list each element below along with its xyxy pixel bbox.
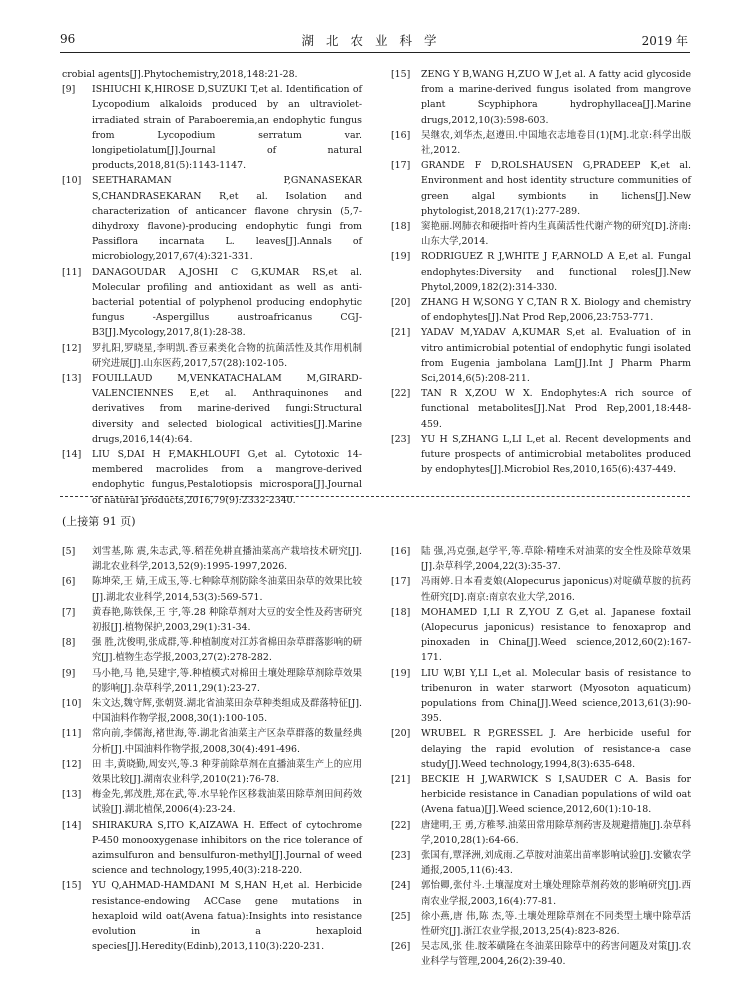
- reference-item: [391, 325, 691, 386]
- reference-number: [11]: [62, 728, 82, 740]
- reference-number: [14]: [62, 819, 82, 831]
- reference-number: [21]: [391, 327, 411, 339]
- reference-text: 梅金先,郭茂胜,郑在武,等.水旱轮作区移栽油菜田除草剂田间药效试验[J].湖北植保,2006(4):23-24.: [92, 789, 362, 816]
- reference-text: 冯雨婷.日本看麦娘(Alopecurus japonicus)对啶磺草胺的抗药性研究[D].南京:南京农业大学,2016.: [421, 576, 691, 603]
- reference-text: 吴继农,刘华杰,赵遵田.中国地衣志地卷目(1)[M].北京:科学出版社,2012.: [421, 129, 691, 157]
- reference-text: YU Q,AHMAD-HAMDANI M S,HAN H,et al. Herbicide resistance-endowing ACCase gene mutations in hexaploid wild oat(Avena fatua):Insights into resistance evolution in a hexaploid species[J].Heredity(Edinb),2013,110(3):220-231.: [92, 880, 362, 953]
- reference-item: [391, 295, 691, 325]
- reference-item: [62, 878, 362, 954]
- reference-item: [62, 726, 362, 756]
- reference-item: [391, 818, 691, 848]
- reference-item: [391, 848, 691, 878]
- reference-number: [12]: [62, 342, 82, 354]
- reference-item: [62, 605, 362, 635]
- reference-number: [17]: [391, 576, 411, 588]
- reference-item: [62, 635, 362, 665]
- reference-text: 徐小燕,唐 伟,陈 杰,等.土壤处理除草剂在不同类型土壤中除草活性研究[J].浙江农业学报,2013,25(4):823-826.: [421, 910, 691, 938]
- reference-text: LIU S,DAI H F,MAKHLOUFI G,et al. Cytotoxic 14-membered macrolides from a mangrove-derived endophytic fungus,Pestalotiopsis microspora[J].Journal of natural products,2016,79(9):2332-2340.: [92, 449, 362, 506]
- reference-text: LIU W,BI Y,LI L,et al. Molecular basis of resistance to tribenuron in water starwort (Myosoton aquaticum) populations from China[J].Weed science,2013,61(3):90-395.: [421, 667, 691, 725]
- reference-item: [62, 82, 362, 173]
- reference-item: [62, 447, 362, 508]
- reference-item: [62, 787, 362, 817]
- reference-number: [18]: [391, 606, 411, 618]
- references-top-right: [391, 67, 691, 477]
- reference-text: 唐建明,王 勇,方稚琴.油菜田常用除草剂药害及规避措施[J].杂草科学,2010,28(1):64-66.: [421, 819, 691, 846]
- reference-number: [17]: [391, 160, 411, 172]
- reference-number: [22]: [391, 388, 411, 400]
- reference-item: [62, 696, 362, 726]
- reference-text: YADAV M,YADAV A,KUMAR S,et al. Evaluation of in vitro antimicrobial potential of endophytic fungi isolated from Eugenia jambolana Lam[J].Int J Pharm Pharm Sci,2014,6(5):208-211.: [421, 327, 691, 385]
- reference-item: [391, 939, 691, 969]
- reference-text: FOUILLAUD M,VENKATACHALAM M,GIRARD-VALENCIENNES E,et al. Anthraquinones and derivatives from marine-derived fungi:Structural diversity and selected biological activities[J].Marine drugs,2016,14(4):64.: [92, 373, 362, 445]
- reference-text: 罗扎阳,罗晓星,李明凯.香豆素类化合物的抗菌活性及其作用机制研究进展[J].山东医药,2017,57(28):102-105.: [92, 342, 362, 369]
- reference-number: [5]: [62, 546, 76, 557]
- reference-item: [391, 386, 691, 432]
- reference-text: RODRIGUEZ R J,WHITE J F,ARNOLD A E,et al. Fungal endophytes:Diversity and functional roles[J].New Phytol,2009,182(2):314-330.: [421, 251, 691, 293]
- reference-text: 郭怡卿,张付斗.土壤湿度对土壤处理除草剂药效的影响研究[J].西南农业学报,2003,16(4):77-81.: [421, 880, 691, 907]
- reference-text: 刘雪基,陈 震,朱志武,等.稻茬免耕直播油菜高产栽培技术研究[J].湖北农业科学,2013,52(9):1995-1997,2026.: [92, 546, 362, 573]
- reference-number: [9]: [62, 667, 76, 679]
- reference-item: [62, 818, 362, 879]
- reference-text: 田 丰,黄晓勤,周安兴,等.3 种芽前除草剂在直播油菜生产上的应用效果比较[J].湖南农业科学,2010(21):76-78.: [92, 758, 362, 786]
- reference-item: [62, 757, 362, 787]
- reference-text: 强 胜,沈俊明,张成群,等.种植制度对江苏省棉田杂草群落影响的研究[J].植物生态学报,2003,27(2):278-282.: [92, 637, 362, 664]
- reference-number: [6]: [62, 576, 76, 588]
- reference-text: BECKIE H J,WARWICK S I,SAUDER C A. Basis for herbicide resistance in Canadian populations of wild oat (Avena fatua)[J].Weed science,2012,60(1):10-18.: [421, 774, 691, 816]
- reference-text: 马小艳,马 艳,吴建宇,等.种植模式对棉田土壤处理除草剂除草效果的影响[J].杂草科学,2011,29(1):23-27.: [92, 667, 362, 694]
- reference-text: 吴志凤,张 佳.胺苯磺隆在冬油菜田除草中的药害问题及对策[J].农业科学与管理,2004,26(2):39-40.: [421, 941, 691, 968]
- reference-item: [391, 128, 691, 158]
- reference-text: DANAGOUDAR A,JOSHI C G,KUMAR RS,et al. Molecular profiling and antioxidant as well as anti-bacterial potential of polyphenol producing endophytic fungus -Aspergillus austroafricanus CGJ-B3[J].Mycology,2017,8(1):28-38.: [92, 266, 362, 339]
- reference-item: [62, 173, 362, 264]
- reference-number: [7]: [62, 606, 76, 618]
- reference-number: [19]: [391, 667, 411, 679]
- reference-number: [23]: [391, 850, 411, 862]
- reference-text: 陆 强,冯克强,赵学平,等.草除·精喹禾对油菜的安全性及除草效果[J].杂草科学,2004,22(3):35-37.: [421, 546, 691, 573]
- reference-text: GRANDE F D,ROLSHAUSEN G,PRADEEP K,et al. Environment and host identity structure communities of green algal symbionts in lichens[J].New phytologist,2018,217(1):277-289.: [421, 160, 691, 217]
- reference-item: [62, 265, 362, 341]
- reference-item: [391, 67, 691, 128]
- reference-text: 朱文达,魏守辉,张朝贤.湖北省油菜田杂草种类组成及群落特征[J].中国油料作物学报,2008,30(1):100-105.: [92, 698, 362, 725]
- reference-number: [14]: [62, 449, 82, 461]
- reference-text: ZENG Y B,WANG H,ZUO W J,et al. A fatty acid glycoside from a marine-derived fungus isolated from mangrove plant Scyphiphora hydrophyllacea[J].Marine drugs,2012,10(3):598-603.: [421, 69, 691, 126]
- reference-item: [62, 574, 362, 604]
- header-rule: [60, 52, 690, 53]
- reference-text: 窦艳丽.网肺衣和硬指叶苔内生真菌活性代谢产物的研究[D].济南:山东大学,2014.: [421, 221, 691, 248]
- reference-item: [62, 341, 362, 371]
- reference-item: [391, 544, 691, 574]
- reference-text: 陈坤荣,王 婧,王成玉,等.七种除草剂防除冬油菜田杂草的效果比较[J].湖北农业科学,2014,53(3):569-571.: [92, 576, 362, 603]
- reference-number: [13]: [62, 373, 82, 385]
- reference-number: [18]: [391, 221, 411, 233]
- reference-number: [15]: [62, 880, 82, 892]
- reference-number: [10]: [62, 698, 82, 710]
- reference-number: [25]: [391, 910, 411, 922]
- references-bottom-left: [62, 544, 362, 954]
- reference-number: [19]: [391, 251, 411, 263]
- reference-item: [62, 666, 362, 696]
- reference-text: ZHANG H W,SONG Y C,TAN R X. Biology and chemistry of endophytes[J].Nat Prod Rep,2006,23:753-771.: [421, 297, 691, 324]
- reference-number: [13]: [62, 789, 82, 801]
- reference-item: [391, 605, 691, 666]
- reference-number: [20]: [391, 728, 411, 740]
- reference-number: [12]: [62, 758, 82, 770]
- reference-number: [15]: [391, 69, 411, 80]
- reference-text: 黄春艳,陈铁保,王 宇,等.28 种除草剂对大豆的安全性及药害研究初报[J].植物保护,2003,29(1):31-34.: [92, 606, 362, 634]
- reference-item: [391, 772, 691, 818]
- reference-text: 张国有,覃泽洲,刘成雨.乙草胺对油菜出苗率影响试验[J].安徽农学通报,2005,11(6):43.: [421, 850, 691, 877]
- section-divider: [60, 496, 690, 497]
- reference-text: WRUBEL R P,GRESSEL J. Are herbicide useful for delaying the rapid evolution of resistance-a case study[J].Weed technology,1994,8(3):635-648.: [421, 728, 691, 770]
- reference-number: [8]: [62, 637, 76, 649]
- reference-number: [21]: [391, 774, 411, 786]
- reference-item: [391, 249, 691, 295]
- reference-item: [62, 371, 362, 447]
- references-top-left: [62, 67, 362, 508]
- reference-number: [16]: [391, 129, 411, 141]
- reference-continuation: crobial agents[J].Phytochemistry,2018,148:21-28.: [62, 69, 298, 80]
- reference-number: [16]: [391, 546, 411, 557]
- page-number: 96: [60, 32, 76, 46]
- reference-text: MOHAMED I,LI R Z,YOU Z G,et al. Japanese foxtail (Alopecurus japonicus) resistance to fenoxaprop and pinoxaden in China[J].Weed science,2012,60(2):167-171.: [421, 606, 691, 664]
- reference-item: [391, 909, 691, 939]
- reference-text: TAN R X,ZOU W X. Endophytes:A rich source of functional metabolites[J].Nat Prod Rep,2001,18:448-459.: [421, 388, 691, 430]
- reference-number: [26]: [391, 941, 411, 953]
- reference-item: [391, 574, 691, 604]
- reference-item: [391, 726, 691, 772]
- continued-from-label: (上接第 91 页): [62, 515, 136, 528]
- reference-number: [11]: [62, 266, 82, 278]
- journal-title: 湖北农业科学: [301, 33, 449, 48]
- reference-item: [391, 432, 691, 478]
- references-bottom-right: [391, 544, 691, 970]
- reference-item: [391, 878, 691, 908]
- reference-number: [22]: [391, 819, 411, 831]
- reference-number: [24]: [391, 880, 411, 892]
- reference-text: YU H S,ZHANG L,LI L,et al. Recent developments and future prospects of antimicrobial metabolites produced by endophytes[J].Microbiol Res,2010,165(6):437-449.: [421, 433, 691, 476]
- reference-number: [20]: [391, 297, 411, 309]
- reference-text: SEETHARAMAN P,GNANASEKAR S,CHANDRASEKARAN R,et al. Isolation and characterization of anticancer flavone chrysin (5,7-dihydroxy flavone)-producing endophytic fungi from Passiflora incarnata L. leaves[J].Annals of microbiology,2017,67(4):321-331.: [92, 175, 362, 263]
- reference-item: [391, 158, 691, 219]
- year: 2019 年: [641, 34, 688, 48]
- reference-number: [9]: [62, 84, 76, 96]
- reference-text: SHIRAKURA S,ITO K,AIZAWA H. Effect of cytochrome P-450 monooxygenase inhibitors on the rice tolerance of azimsulfuron and bensulfuron-methyl[J].Journal of weed science and technology,1995,40(3):218-220.: [92, 819, 362, 877]
- reference-item: [391, 219, 691, 249]
- reference-item: [391, 666, 691, 727]
- reference-number: [23]: [391, 433, 411, 445]
- reference-item: [62, 544, 362, 574]
- reference-text: ISHIUCHI K,HIROSE D,SUZUKI T,et al. Identification of Lycopodium alkaloids produced by an ultraviolet-irradiated strain of Paraboeremia,an endophytic fungus from Lycopodium serratum var. longipetiolatum[J].Journal of natural products,2018,81(5):1143-1147.: [92, 84, 362, 172]
- reference-text: 常向前,李儒海,褚世海,等.湖北省油菜主产区杂草群落的数量经典分析[J].中国油料作物学报,2008,30(4):491-496.: [92, 728, 362, 755]
- reference-number: [10]: [62, 175, 82, 187]
